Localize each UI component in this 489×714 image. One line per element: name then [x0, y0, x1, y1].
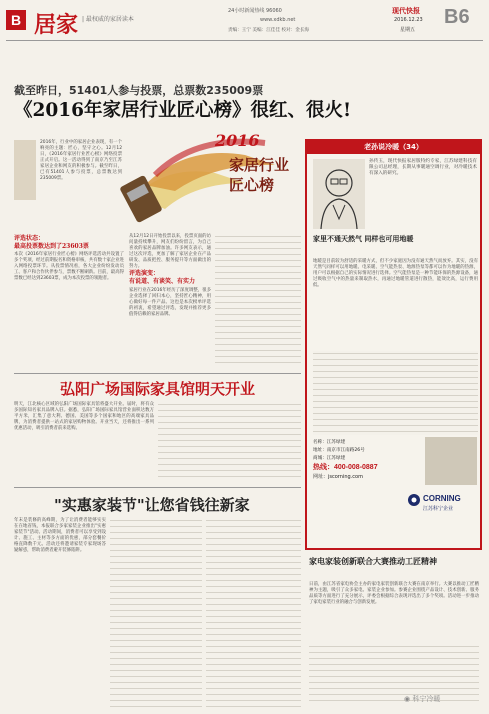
lead-photo: [14, 140, 36, 200]
story4-body-col2: [110, 518, 202, 708]
story3-body-cont: [309, 644, 479, 706]
story4-body: 年末是装修的高峰期，为了让消费者能够实实在在地省钱，本报联合多家家装企业推出"实惠家装节"活动。活动期间，消费者可以享受到设计、施工、主材等多方面的优惠，部分套餐价格直降数千元。活动还将邀请家装专家现场答疑解惑，帮助消费者避开装修陷阱。: [14, 518, 106, 553]
lead-paragraph: 2016年，行业中的家居企业表现，有一个响亮的主题：匠心，坚守之心。12月12日，《2016年家居行业匠心榜》网络投票正式开启。这一活动得到了南京乃至江苏家居企业和网友的积极参与。截至昨日，已有51401人参与投票，总票数达到235009票。: [40, 140, 122, 181]
story4-headline: "实惠家装节"让您省钱往新家: [54, 496, 250, 514]
side-body: 地暖是目前较为舒适的采暖方式，但不少家庭因为没有通天然气而放弃。其实，没有天然气同样可以用地暖。电采暖、空气能热泵、地源热泵等都可以作为地暖的热源，用户可以根据自己的实际情况进行选择。空气能热泵是一种节能环保的热源设备，通过吸收空气中的热量来制取热水，再通过地暖管道进行散热，能效比高，运行费用低。: [313, 259, 478, 288]
corning-logo-icon: [407, 493, 421, 507]
edit-line: 责编：王宁 美编：江佳佳 校对：金长海: [228, 28, 310, 33]
side-title: 老孙说冷暖（34）: [307, 141, 480, 154]
ad-url: 网址：jscorning.com: [313, 474, 363, 480]
body-col-2a: 从12月12日开始投票以来，投票页面的访问量持续攀升，网友们纷纷留言，为自己喜欢的家居品牌加油。许多网友表示，通过这次评选，更加了解了家居企业在产品研发、品质把控、服务提升等方面做出的努力。: [129, 234, 211, 269]
ad-photo: [425, 437, 477, 485]
subhead-2: 有说道、有谈笑、有实力: [129, 278, 196, 285]
story2-body: 明天，江北核心区域的弘阳广场国际家具馆将盛大开业。届时，将有众多国际知名家具品牌入驻。据悉，弘阳广场国际家具馆营业面积达数万平方米，汇集了意大利、德国、美国等多个国家和地区的高端家具品牌，为消费者提供一站式的家居购物体验。开业当天，还将推出一系列优惠活动，吸引消费者前来选购。: [14, 402, 154, 431]
body-col-2: 家居行业在2016年经历了深度调整，很多企业选择了回归本心，坚持匠心精神，用心做好每一件产品。这也是本次榜单评选的初衷，希望通过评选，发现并推荐更多值得信赖的家居品牌。: [129, 288, 211, 317]
weekday: 星期五: [400, 27, 416, 33]
author-intro: 孙传玉，现代快报家居版特约专家，江苏绿建科技有限公司总经理，长期从事暖通空调行业，对冷暖技术有深入的研究。: [369, 159, 477, 176]
brand-name: CORNING: [423, 494, 461, 503]
side-headline: 家里不通天然气 同样也可用地暖: [313, 234, 414, 243]
paper-name: 现代快报: [392, 8, 420, 15]
story4-body-col3: [206, 518, 301, 708]
ad-item: 商城：江苏绿建: [313, 456, 346, 461]
art-title: 家居行业匠心榜: [229, 156, 290, 194]
story3-headline: 家电家装创新联合大赛推动工匠精神: [309, 556, 437, 566]
watermark-text: 科宁冷暖: [412, 695, 441, 703]
brand-logo: [407, 491, 477, 529]
ad-phone: 热线：400-008-0887: [313, 464, 378, 471]
watermark: [404, 694, 440, 704]
top-kicker: 截至昨日，51401人参与投票，总票数235009票: [14, 84, 264, 97]
section-tag: B: [6, 10, 26, 30]
ad-item: 地址：南京市江南路26号: [313, 448, 365, 453]
section-subtitle: | 最权威的家居读本: [82, 16, 134, 23]
body-col-1: 本次《2016年家居行业匠心榜》网络评选活动共设置了多个奖项，经过前期报名和资格审核，共有数十家企业进入网络投票环节。从投票情况看，各大企业纷纷发动员工、客户和合作伙伴参与，票数不断刷新。目前，最高得票数已经达到23603票，成为本次投票的领跑者。: [14, 252, 124, 281]
author-portrait: [313, 159, 365, 229]
paper-url: www.xdkb.net: [260, 17, 296, 23]
portrait-sketch-icon: [313, 159, 365, 229]
story3-body: 日前，由江苏省家电协会主办的家电家装创新联合大赛在南京举行。大赛以推动工匠精神为主题，吸引了众多家电、家装企业参加。参赛企业围绕产品设计、技术创新、服务品质等方面进行了充分展示，评委会根据综合表现评选出了多个奖项。活动进一步推动了家电家装行业的融合与创新发展。: [309, 582, 479, 605]
ad-item: 名称：江苏绿建: [313, 440, 346, 445]
art-box: [125, 125, 301, 229]
side-column: [305, 139, 482, 550]
wechat-icon: ◉: [404, 695, 411, 703]
story2-body-cont: [158, 402, 301, 482]
hotline: 24小时新闻热线 96060: [228, 8, 282, 14]
subhead-2-label: 评选演变：: [129, 270, 160, 277]
masthead: [0, 0, 489, 48]
art-year: 2016: [215, 131, 260, 150]
subhead-1-label: 评选状态：: [14, 235, 45, 242]
date: 2016.12.23: [394, 17, 423, 23]
page-number: B6: [444, 6, 470, 28]
subhead-1: 最高投票数达到了23603票: [14, 243, 89, 250]
body-col-3: [215, 234, 301, 366]
ad-block: [313, 439, 423, 489]
top-headline: 《2016年家居行业匠心榜》很红、很火!: [14, 100, 352, 121]
story2-headline: 弘阳广场国际家具馆明天开业: [60, 380, 256, 398]
brand-sub: 江苏科宁企业: [423, 506, 454, 512]
side-body-cont: [313, 351, 478, 435]
section-title: 居家: [34, 12, 79, 38]
